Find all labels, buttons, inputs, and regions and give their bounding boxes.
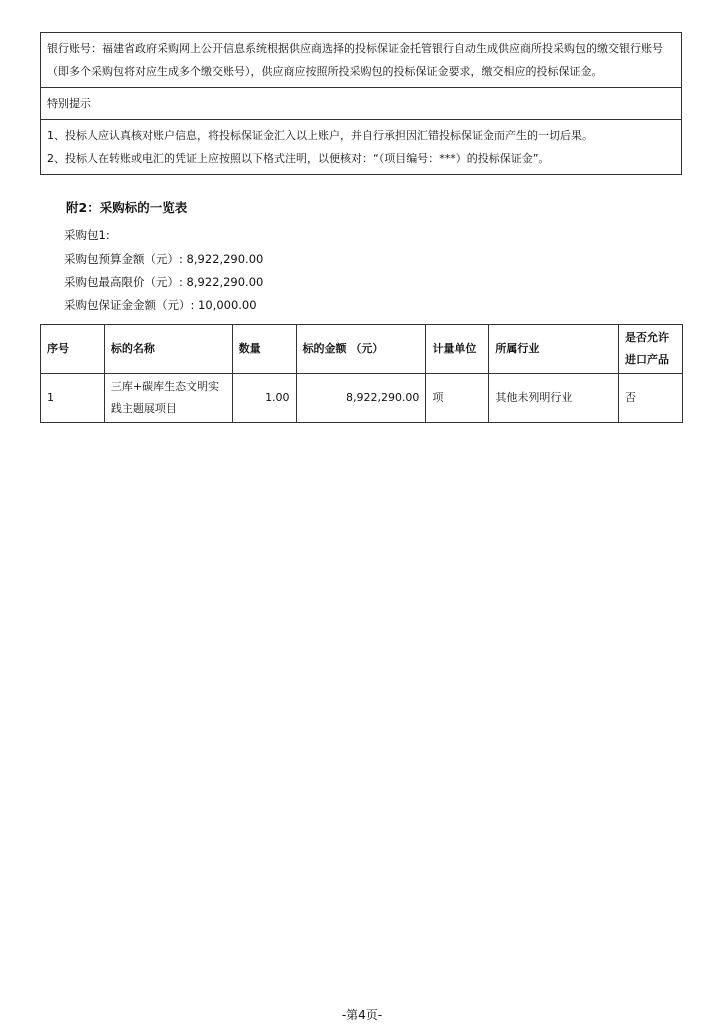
- header-amount: 标的金额 （元）: [296, 325, 426, 374]
- table-header-row: [41, 325, 683, 374]
- cell-qty: 1.00: [232, 374, 296, 423]
- bank-account-text: 银行账号：福建省政府采购网上公开信息系统根据供应商选择的投标保证金托管银行自动生成供应商所投采购包的缴交银行账号（即多个采购包将对应生成多个缴交账号），供应商应按照所投采购包的投标保证金要求，缴交相应的投标保证金。: [47, 42, 663, 78]
- header-import: 是否允许进口产品: [619, 325, 683, 374]
- tip-2: 2、投标人在转账或电汇的凭证上应按照以下格式注明，以便核对：“（项目编号：***）的投标保证金”。: [47, 152, 550, 165]
- header-industry: 所属行业: [489, 325, 619, 374]
- deposit-notice-box: [40, 32, 682, 175]
- header-unit: 计量单位: [426, 325, 489, 374]
- table-row: [41, 374, 683, 423]
- package-deposit: 采购包保证金金额（元）: 10,000.00: [64, 298, 257, 312]
- cell-seq: 1: [41, 374, 105, 423]
- package-label: 采购包1:: [64, 228, 110, 242]
- package-max-price: 采购包最高限价（元）: 8,922,290.00: [64, 275, 264, 289]
- procurement-items-table: [40, 324, 683, 423]
- cell-name: 三库+碳库生态文明实践主题展项目: [104, 374, 232, 423]
- cell-industry: 其他未列明行业: [489, 374, 619, 423]
- header-seq: 序号: [41, 325, 105, 374]
- appendix-heading: 附2：采购标的一览表: [66, 200, 188, 215]
- tip-1: 1、投标人应认真核对账户信息，将投标保证金汇入以上账户，并自行承担因汇错投标保证金而产生的一切后果。: [47, 129, 593, 142]
- cell-import: 否: [619, 374, 683, 423]
- cell-amount: 8,922,290.00: [296, 374, 426, 423]
- header-name: 标的名称: [104, 325, 232, 374]
- header-qty: 数量: [232, 325, 296, 374]
- tips-body: [41, 119, 681, 174]
- package-budget: 采购包预算金额（元）: 8,922,290.00: [64, 252, 264, 266]
- page-number: -第4页-: [341, 1008, 383, 1022]
- tips-title: 特别提示: [41, 87, 681, 119]
- cell-unit: 项: [426, 374, 489, 423]
